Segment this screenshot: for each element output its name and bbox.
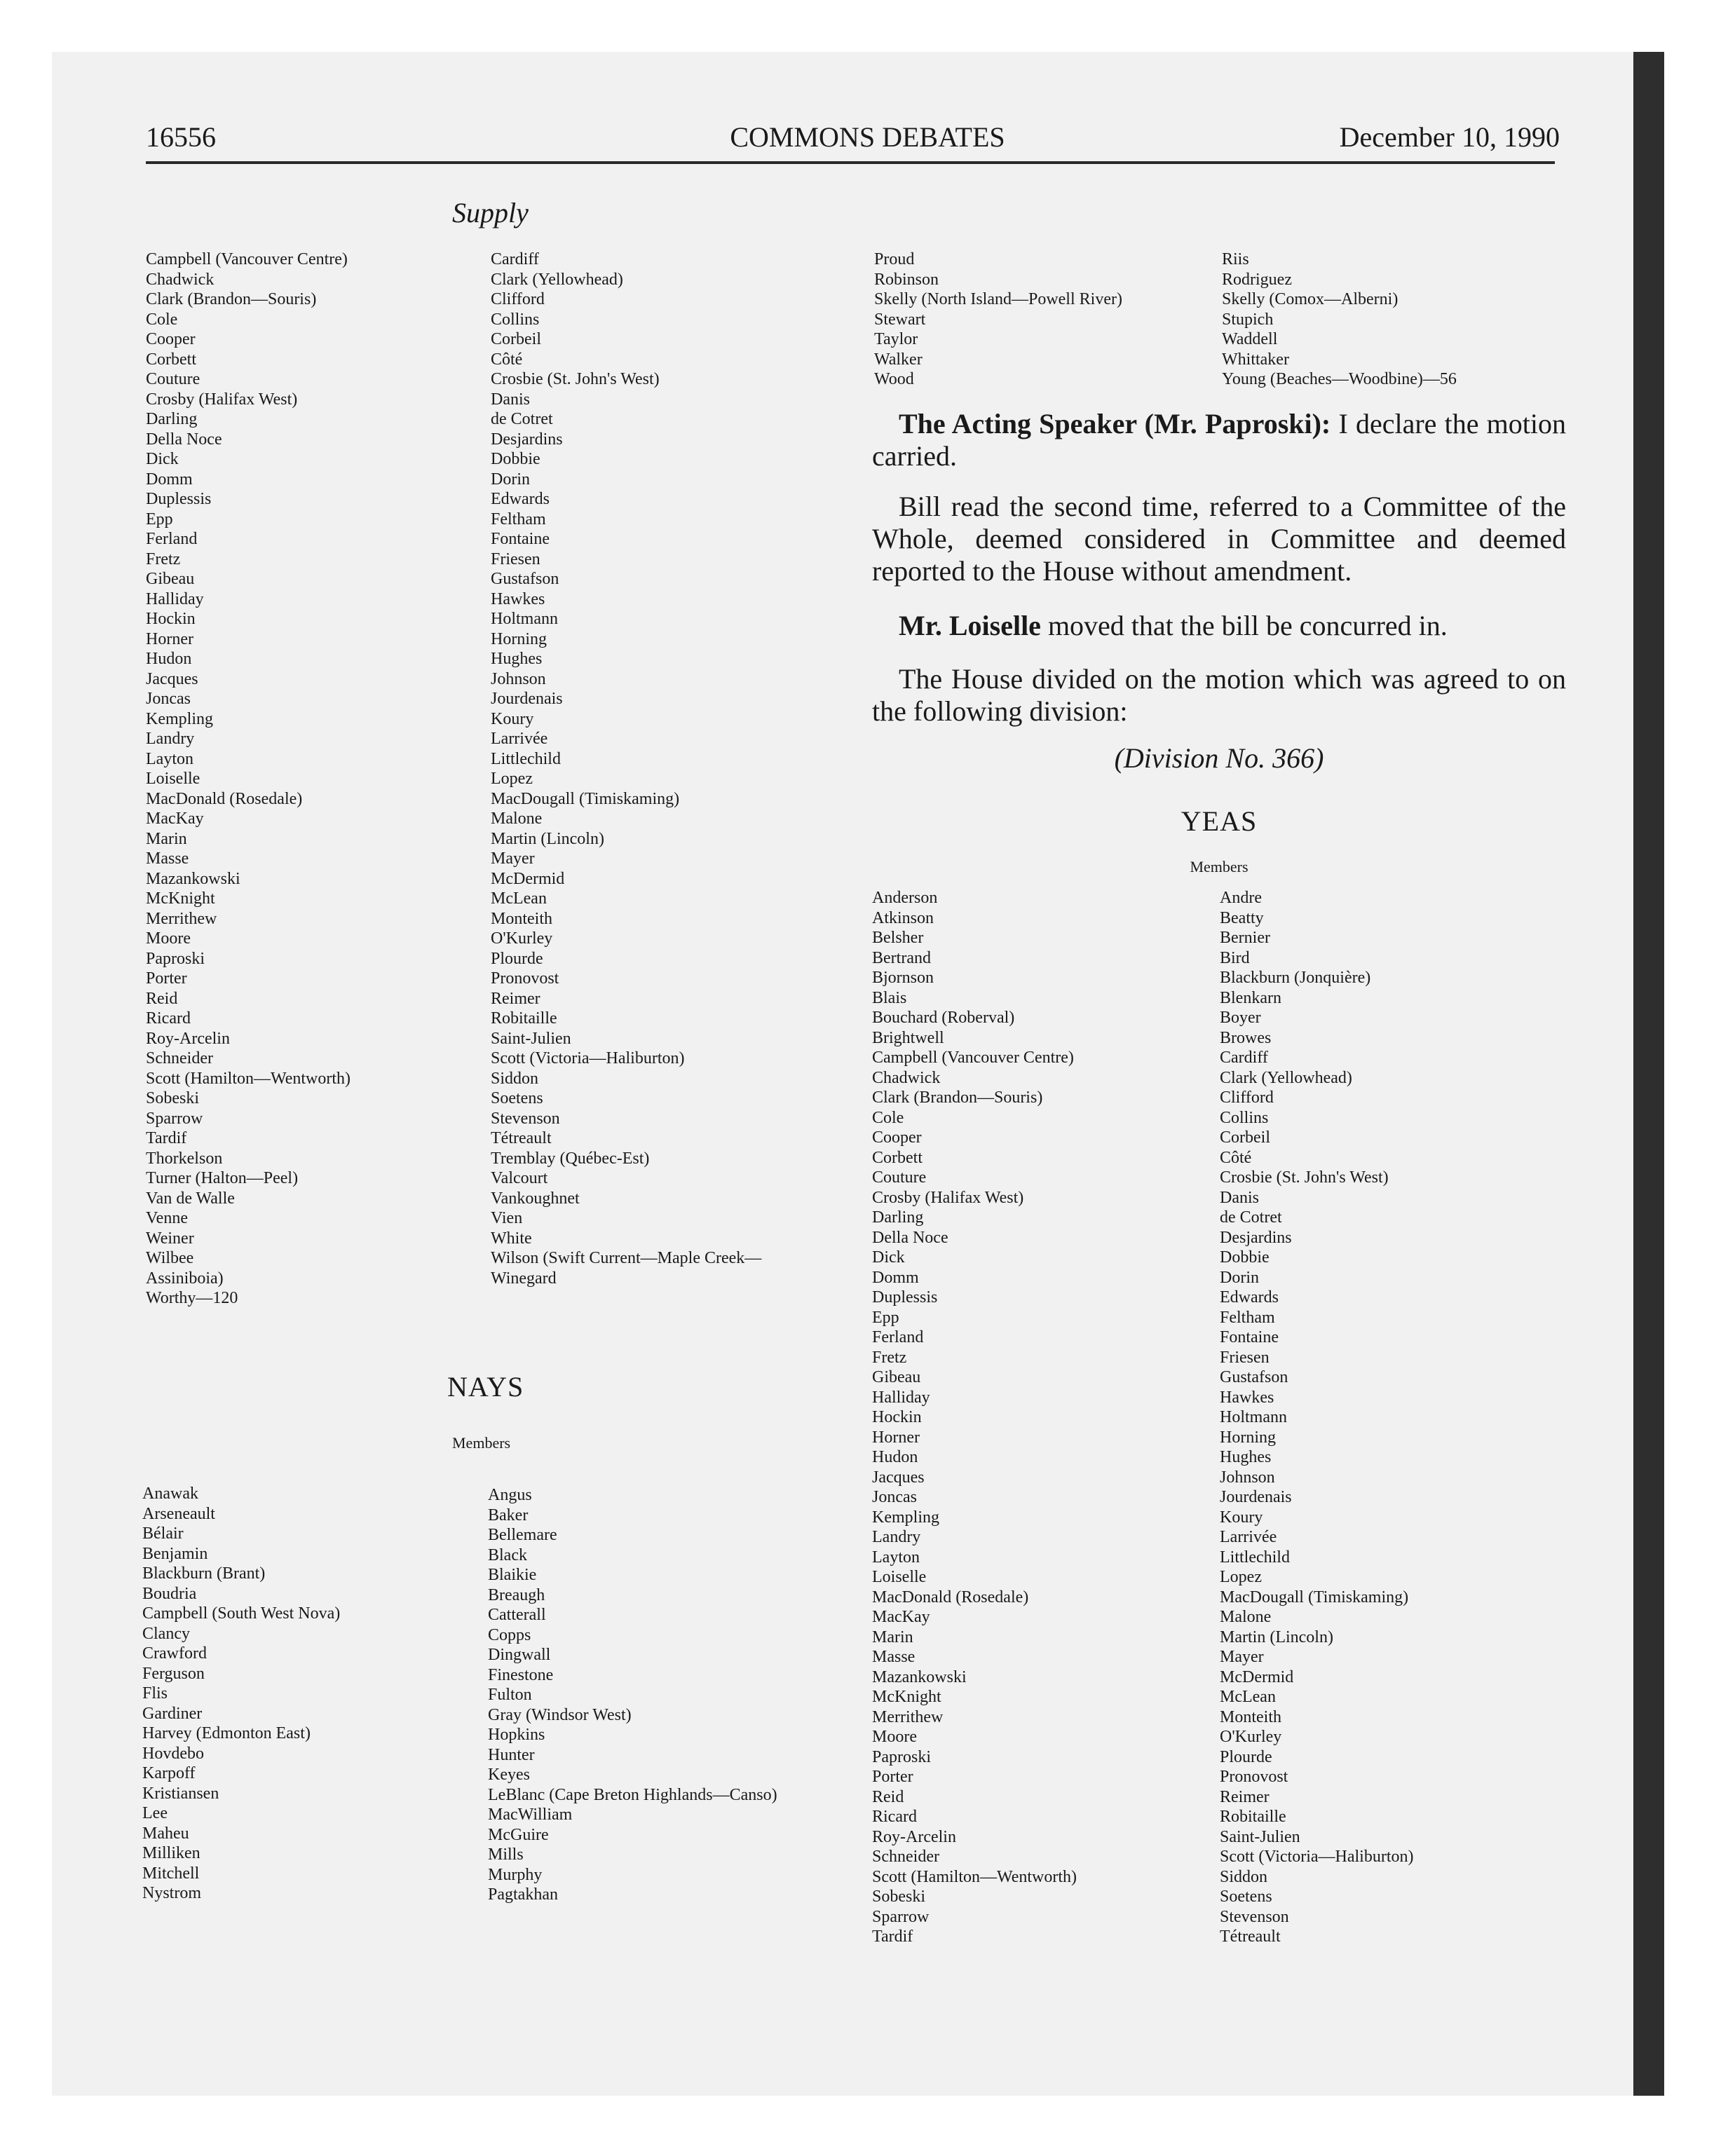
member-name: Cardiff xyxy=(491,250,539,268)
member-name: Layton xyxy=(146,749,193,768)
member-name: Turner (Halton—Peel) xyxy=(146,1169,299,1187)
member-name: Murphy xyxy=(488,1865,543,1884)
speaker-declaration xyxy=(872,408,1566,472)
member-name: Whittaker xyxy=(1222,350,1289,369)
member-name: Hughes xyxy=(1220,1448,1272,1466)
member-name: Edwards xyxy=(491,490,550,508)
member-name: Kristiansen xyxy=(142,1784,219,1803)
member-name: Paproski xyxy=(872,1747,931,1766)
nays-list-col2 xyxy=(488,1485,777,1905)
member-name: Robitaille xyxy=(1220,1808,1286,1826)
member-name: Black xyxy=(488,1546,527,1564)
member-name: Gibeau xyxy=(872,1368,921,1386)
member-name: Plourde xyxy=(491,949,543,968)
member-name: Johnson xyxy=(1220,1468,1275,1487)
header-rule xyxy=(146,161,1555,164)
yeas-list-col1 xyxy=(872,888,1077,1947)
member-name: McLean xyxy=(1220,1688,1276,1706)
member-name: Holtmann xyxy=(1220,1408,1287,1426)
member-name: Marin xyxy=(872,1628,913,1646)
member-name: Bellemare xyxy=(488,1526,557,1544)
member-name: Joncas xyxy=(872,1488,917,1506)
member-name: Della Noce xyxy=(872,1228,948,1247)
member-name: Anawak xyxy=(142,1485,198,1503)
member-name: Clark (Yellowhead) xyxy=(491,270,623,289)
member-name: Pronovost xyxy=(1220,1768,1288,1786)
member-name: Hawkes xyxy=(491,589,545,608)
member-name: Martin (Lincoln) xyxy=(491,829,604,848)
member-name: Sobeski xyxy=(146,1089,200,1107)
yeas-members-subheading: Members xyxy=(1190,858,1248,875)
member-name: Bertrand xyxy=(872,948,931,967)
member-name: Reid xyxy=(872,1787,904,1806)
member-name: Della Noce xyxy=(146,430,222,449)
member-name: Côté xyxy=(1220,1148,1252,1167)
member-name: Schneider xyxy=(872,1848,939,1866)
member-name: Hockin xyxy=(872,1408,922,1426)
member-name: MacDougall (Timiskaming) xyxy=(491,789,680,808)
member-name: McKnight xyxy=(872,1688,941,1706)
member-name: Danis xyxy=(1220,1188,1259,1207)
member-name: Skelly (Comox—Alberni) xyxy=(1222,290,1399,308)
member-name: Corbett xyxy=(146,350,196,369)
member-name: Crosby (Halifax West) xyxy=(146,390,298,409)
nays-members-subheading: Members xyxy=(452,1434,511,1452)
member-name: Clark (Brandon—Souris) xyxy=(146,290,317,308)
member-name: Hopkins xyxy=(488,1726,545,1744)
yeas-list-continued-col1 xyxy=(146,250,351,1309)
member-name: Holtmann xyxy=(491,610,558,628)
speaker-statement: I declare the motion carried. xyxy=(872,408,1566,472)
member-name: Hunter xyxy=(488,1745,535,1764)
member-name: McKnight xyxy=(146,889,215,908)
section-title: Supply xyxy=(452,197,529,228)
member-name: Browes xyxy=(1220,1028,1272,1047)
member-name: Pronovost xyxy=(491,969,559,988)
member-name: Nystrom xyxy=(142,1884,201,1902)
motion-text: moved that the bill be concurred in. xyxy=(1040,610,1448,641)
member-name: Larrivée xyxy=(1220,1528,1277,1546)
member-name: Roy-Arcelin xyxy=(146,1029,230,1048)
member-name: Ferland xyxy=(146,530,198,548)
member-name: Moore xyxy=(872,1728,917,1746)
member-name: Clifford xyxy=(491,290,545,308)
member-name: Chadwick xyxy=(872,1068,941,1087)
member-name: Angus xyxy=(488,1486,532,1504)
member-name: Corbeil xyxy=(491,330,541,348)
member-name: Dick xyxy=(146,450,179,468)
member-name: Stewart xyxy=(874,310,926,329)
member-name: Horning xyxy=(491,629,547,648)
member-name: Wilson (Swift Current—Maple Creek— xyxy=(491,1249,762,1267)
member-name: White xyxy=(491,1229,532,1248)
member-name: Stevenson xyxy=(491,1109,560,1128)
member-name: Hudon xyxy=(872,1448,918,1466)
bill-status-text: Bill read the second time, referred to a Committee of the Whole, deemed considered in Committee and deemed reported to the House without amendment. xyxy=(872,491,1566,587)
member-name: Winegard xyxy=(491,1269,557,1288)
member-name: Belsher xyxy=(872,929,924,947)
member-name: Reimer xyxy=(1220,1787,1270,1806)
member-name: Tétreault xyxy=(491,1129,552,1147)
member-name: Copps xyxy=(488,1625,531,1644)
member-name: Clark (Brandon—Souris) xyxy=(872,1089,1043,1107)
member-name: Halliday xyxy=(872,1388,930,1407)
member-name: Karpoff xyxy=(142,1764,196,1782)
member-name: Fontaine xyxy=(1220,1328,1279,1346)
member-name: O'Kurley xyxy=(491,929,553,948)
member-name: Finestone xyxy=(488,1665,554,1684)
member-name: Breaugh xyxy=(488,1585,545,1604)
member-name: Andre xyxy=(1220,889,1262,907)
division-intro-paragraph xyxy=(872,663,1566,728)
member-name: Campbell (Vancouver Centre) xyxy=(146,250,348,268)
member-name: McLean xyxy=(491,889,547,908)
member-name: Benjamin xyxy=(142,1544,208,1563)
nays-heading: NAYS xyxy=(447,1371,524,1403)
member-name: Worthy—120 xyxy=(146,1289,238,1307)
member-name: Scott (Victoria—Haliburton) xyxy=(1220,1848,1414,1866)
member-name: Roy-Arcelin xyxy=(872,1827,956,1846)
motion-paragraph xyxy=(872,610,1566,642)
member-name: Weiner xyxy=(146,1229,194,1248)
member-name: Fretz xyxy=(872,1348,907,1367)
member-name: Dobbie xyxy=(491,450,540,468)
member-name: Koury xyxy=(491,709,534,728)
member-name: Reimer xyxy=(491,989,540,1008)
member-name: Tardif xyxy=(872,1928,913,1946)
member-name: MacWilliam xyxy=(488,1806,573,1824)
member-name: Stupich xyxy=(1222,310,1274,329)
member-name: Proud xyxy=(874,250,915,268)
member-name: Dick xyxy=(872,1248,905,1267)
member-name: LeBlanc (Cape Breton Highlands—Canso) xyxy=(488,1785,777,1804)
member-name: Moore xyxy=(146,929,191,948)
member-name: McDermid xyxy=(491,869,565,888)
member-name: Feltham xyxy=(491,510,546,528)
yeas-heading: YEAS xyxy=(1181,805,1258,837)
member-name: Chadwick xyxy=(146,270,215,289)
member-name: Sparrow xyxy=(146,1109,203,1128)
member-name: Scott (Hamilton—Wentworth) xyxy=(872,1867,1077,1886)
member-name: Halliday xyxy=(146,589,204,608)
member-name: Wilbee xyxy=(146,1249,194,1267)
member-name: Saint-Julien xyxy=(1220,1827,1300,1846)
member-name: Hovdebo xyxy=(142,1744,204,1763)
member-name: Crosbie (St. John's West) xyxy=(1220,1168,1389,1187)
member-name: Darling xyxy=(146,410,198,428)
nays-list-col1 xyxy=(142,1484,340,1904)
member-name: Jourdenais xyxy=(1220,1488,1292,1506)
member-name: Mazankowski xyxy=(872,1667,967,1686)
member-name: Rodriguez xyxy=(1222,270,1292,289)
member-name: Marin xyxy=(146,829,187,848)
member-name: Collins xyxy=(491,310,540,329)
member-name: Venne xyxy=(146,1209,188,1227)
member-name: Côté xyxy=(491,350,523,369)
member-name: Dorin xyxy=(491,470,530,489)
member-name: Malone xyxy=(1220,1608,1272,1626)
member-name: Domm xyxy=(146,470,193,489)
member-name: Mayer xyxy=(491,850,535,868)
member-name: Stevenson xyxy=(1220,1907,1289,1926)
member-name: Campbell (Vancouver Centre) xyxy=(872,1049,1074,1067)
member-name: Jacques xyxy=(872,1468,925,1487)
member-name: Sobeski xyxy=(872,1888,926,1906)
member-name: Masse xyxy=(146,850,189,868)
member-name: Couture xyxy=(146,370,200,388)
member-name: Saint-Julien xyxy=(491,1029,571,1048)
member-name: Vien xyxy=(491,1209,523,1227)
member-name: Cardiff xyxy=(1220,1049,1268,1067)
member-name: Paproski xyxy=(146,949,205,968)
member-name: Ricard xyxy=(872,1808,917,1826)
member-name: Tétreault xyxy=(1220,1928,1281,1946)
member-name: Ricard xyxy=(146,1009,191,1028)
member-name: Robitaille xyxy=(491,1009,557,1028)
page-binding-edge xyxy=(1633,52,1664,2096)
member-name: Ferguson xyxy=(142,1664,205,1683)
member-name: Robinson xyxy=(874,270,939,289)
member-name: Joncas xyxy=(146,690,191,708)
member-name: Lopez xyxy=(1220,1568,1262,1586)
member-name: Blais xyxy=(872,988,907,1007)
member-name: Merrithew xyxy=(872,1707,944,1726)
member-name: MacDonald (Rosedale) xyxy=(146,789,303,808)
member-name: Gustafson xyxy=(491,570,559,588)
member-name: Vankoughnet xyxy=(491,1189,580,1208)
member-name: Koury xyxy=(1220,1508,1263,1527)
member-name: Sparrow xyxy=(872,1907,930,1926)
member-name: Duplessis xyxy=(872,1288,938,1306)
member-name: Plourde xyxy=(1220,1747,1272,1766)
member-name: Corbett xyxy=(872,1148,923,1167)
member-name: Desjardins xyxy=(491,430,563,449)
member-name: Campbell (South West Nova) xyxy=(142,1604,341,1623)
member-name: Lopez xyxy=(491,770,533,788)
member-name: Baker xyxy=(488,1506,529,1524)
member-name: Blenkarn xyxy=(1220,988,1281,1007)
member-name: de Cotret xyxy=(1220,1208,1282,1227)
member-name: Malone xyxy=(491,810,543,828)
member-name: Riis xyxy=(1222,250,1249,268)
member-name: Mills xyxy=(488,1845,524,1864)
member-name: Brightwell xyxy=(872,1028,944,1047)
nays-list-continued-col1 xyxy=(874,250,1122,390)
member-name: McGuire xyxy=(488,1825,549,1844)
member-name: Flis xyxy=(142,1684,168,1703)
member-name: Reid xyxy=(146,989,178,1008)
member-name: Landry xyxy=(872,1528,921,1546)
member-name: Cooper xyxy=(146,330,196,348)
member-name: Edwards xyxy=(1220,1288,1279,1306)
member-name: Clancy xyxy=(142,1624,190,1643)
publication-title: COMMONS DEBATES xyxy=(730,121,1005,153)
mover-name: Mr. Loiselle xyxy=(899,610,1041,641)
member-name: Boyer xyxy=(1220,1009,1261,1027)
member-name: Hughes xyxy=(491,650,543,668)
member-name: Bouchard (Roberval) xyxy=(872,1009,1015,1027)
member-name: Feltham xyxy=(1220,1308,1275,1327)
member-name: Jourdenais xyxy=(491,690,563,708)
member-name: Bélair xyxy=(142,1524,184,1543)
nays-list-continued-col2 xyxy=(1222,250,1457,390)
member-name: Porter xyxy=(872,1768,913,1786)
member-name: Cole xyxy=(146,310,178,329)
member-name: Catterall xyxy=(488,1606,546,1624)
page-number: 16556 xyxy=(146,121,216,153)
member-name: Littlechild xyxy=(491,749,561,768)
member-name: Tremblay (Québec-Est) xyxy=(491,1149,650,1168)
member-name: Dobbie xyxy=(1220,1248,1270,1267)
member-name: Hockin xyxy=(146,610,196,628)
yeas-list-continued-col2 xyxy=(491,250,761,1288)
member-name: Couture xyxy=(872,1168,927,1187)
member-name: Waddell xyxy=(1222,330,1278,348)
member-name: Blackburn (Jonquière) xyxy=(1220,969,1371,987)
member-name: Mayer xyxy=(1220,1648,1264,1666)
member-name: Landry xyxy=(146,730,195,748)
member-name: Walker xyxy=(874,350,923,369)
member-name: Monteith xyxy=(1220,1707,1281,1726)
member-name: Soetens xyxy=(1220,1888,1272,1906)
member-name: Mazankowski xyxy=(146,869,240,888)
member-name: de Cotret xyxy=(491,410,553,428)
member-name: Crosby (Halifax West) xyxy=(872,1188,1024,1207)
member-name: Dingwall xyxy=(488,1646,551,1664)
member-name: O'Kurley xyxy=(1220,1728,1282,1746)
member-name: Siddon xyxy=(1220,1867,1268,1886)
member-name: Blackburn (Brant) xyxy=(142,1564,266,1583)
member-name: Beatty xyxy=(1220,908,1264,927)
member-name: Kempling xyxy=(146,709,213,728)
member-name: Merrithew xyxy=(146,909,217,928)
member-name: Milliken xyxy=(142,1844,200,1862)
member-name: Crosbie (St. John's West) xyxy=(491,370,660,388)
member-name: McDermid xyxy=(1220,1667,1294,1686)
member-name: Johnson xyxy=(491,669,546,688)
member-name: Desjardins xyxy=(1220,1228,1292,1247)
member-name: Friesen xyxy=(1220,1348,1270,1367)
member-name: Gardiner xyxy=(142,1704,203,1723)
member-name: Soetens xyxy=(491,1089,543,1107)
member-name: MacKay xyxy=(146,810,204,828)
member-name: Hawkes xyxy=(1220,1388,1274,1407)
member-name: Gray (Windsor West) xyxy=(488,1705,632,1724)
member-name: Scott (Hamilton—Wentworth) xyxy=(146,1069,351,1088)
member-name: Lee xyxy=(142,1804,168,1822)
member-name: Clifford xyxy=(1220,1089,1274,1107)
issue-date: December 10, 1990 xyxy=(1339,121,1560,153)
member-name: Bernier xyxy=(1220,929,1270,947)
member-name: Maheu xyxy=(142,1824,189,1843)
member-name: MacDougall (Timiskaming) xyxy=(1220,1588,1409,1606)
division-number: (Division No. 366) xyxy=(1114,742,1324,774)
member-name: Masse xyxy=(872,1648,916,1666)
member-name: Duplessis xyxy=(146,490,212,508)
member-name: Dorin xyxy=(1220,1268,1259,1287)
member-name: Bjornson xyxy=(872,969,934,987)
member-name: Boudria xyxy=(142,1584,197,1603)
member-name: Larrivée xyxy=(491,730,548,748)
member-name: Friesen xyxy=(491,550,540,568)
bill-status-paragraph xyxy=(872,491,1566,587)
speaker-name: The Acting Speaker (Mr. Paproski): xyxy=(899,408,1331,439)
member-name: Keyes xyxy=(488,1766,530,1784)
division-intro-text: The House divided on the motion which was agreed to on the following division: xyxy=(872,663,1566,727)
member-name: Horner xyxy=(146,629,193,648)
member-name: Hudon xyxy=(146,650,192,668)
member-name: Loiselle xyxy=(146,770,200,788)
member-name: Gustafson xyxy=(1220,1368,1288,1386)
member-name: Jacques xyxy=(146,669,198,688)
member-name: Harvey (Edmonton East) xyxy=(142,1724,311,1742)
member-name: Wood xyxy=(874,370,914,388)
member-name: Mitchell xyxy=(142,1864,200,1883)
member-name: Domm xyxy=(872,1268,919,1287)
member-name: Tardif xyxy=(146,1129,187,1147)
member-name: Epp xyxy=(872,1308,899,1327)
member-name: Fretz xyxy=(146,550,181,568)
member-name: Fontaine xyxy=(491,530,550,548)
member-name: Darling xyxy=(872,1208,924,1227)
member-name: Atkinson xyxy=(872,908,934,927)
member-name: Kempling xyxy=(872,1508,939,1527)
member-name: Danis xyxy=(491,390,530,409)
member-name: Clark (Yellowhead) xyxy=(1220,1068,1352,1087)
member-name: Schneider xyxy=(146,1049,213,1067)
yeas-list-col2 xyxy=(1220,888,1414,1947)
member-name: Gibeau xyxy=(146,570,195,588)
member-name: Layton xyxy=(872,1548,920,1567)
member-name: Scott (Victoria—Haliburton) xyxy=(491,1049,685,1067)
member-name: Monteith xyxy=(491,909,552,928)
member-name: Valcourt xyxy=(491,1169,548,1187)
member-name: Assiniboia) xyxy=(146,1269,224,1288)
member-name: Littlechild xyxy=(1220,1548,1290,1567)
member-name: Martin (Lincoln) xyxy=(1220,1628,1333,1646)
member-name: Loiselle xyxy=(872,1568,927,1586)
member-name: Ferland xyxy=(872,1328,924,1346)
member-name: MacKay xyxy=(872,1608,930,1626)
member-name: MacDonald (Rosedale) xyxy=(872,1588,1029,1606)
member-name: Crawford xyxy=(142,1644,207,1663)
member-name: Arseneault xyxy=(142,1504,215,1523)
member-name: Thorkelson xyxy=(146,1149,223,1168)
member-name: Young (Beaches—Woodbine)—56 xyxy=(1222,370,1457,388)
member-name: Collins xyxy=(1220,1108,1269,1127)
member-name: Horning xyxy=(1220,1428,1276,1447)
member-name: Bird xyxy=(1220,948,1250,967)
member-name: Siddon xyxy=(491,1069,539,1088)
member-name: Van de Walle xyxy=(146,1189,235,1208)
member-name: Fulton xyxy=(488,1686,532,1704)
member-name: Taylor xyxy=(874,330,918,348)
member-name: Porter xyxy=(146,969,187,988)
member-name: Cole xyxy=(872,1108,904,1127)
member-name: Cooper xyxy=(872,1128,922,1147)
member-name: Anderson xyxy=(872,889,938,907)
member-name: Skelly (North Island—Powell River) xyxy=(874,290,1122,308)
member-name: Epp xyxy=(146,510,173,528)
member-name: Horner xyxy=(872,1428,920,1447)
member-name: Pagtakhan xyxy=(488,1885,558,1904)
member-name: Corbeil xyxy=(1220,1128,1270,1147)
member-name: Blaikie xyxy=(488,1566,537,1584)
